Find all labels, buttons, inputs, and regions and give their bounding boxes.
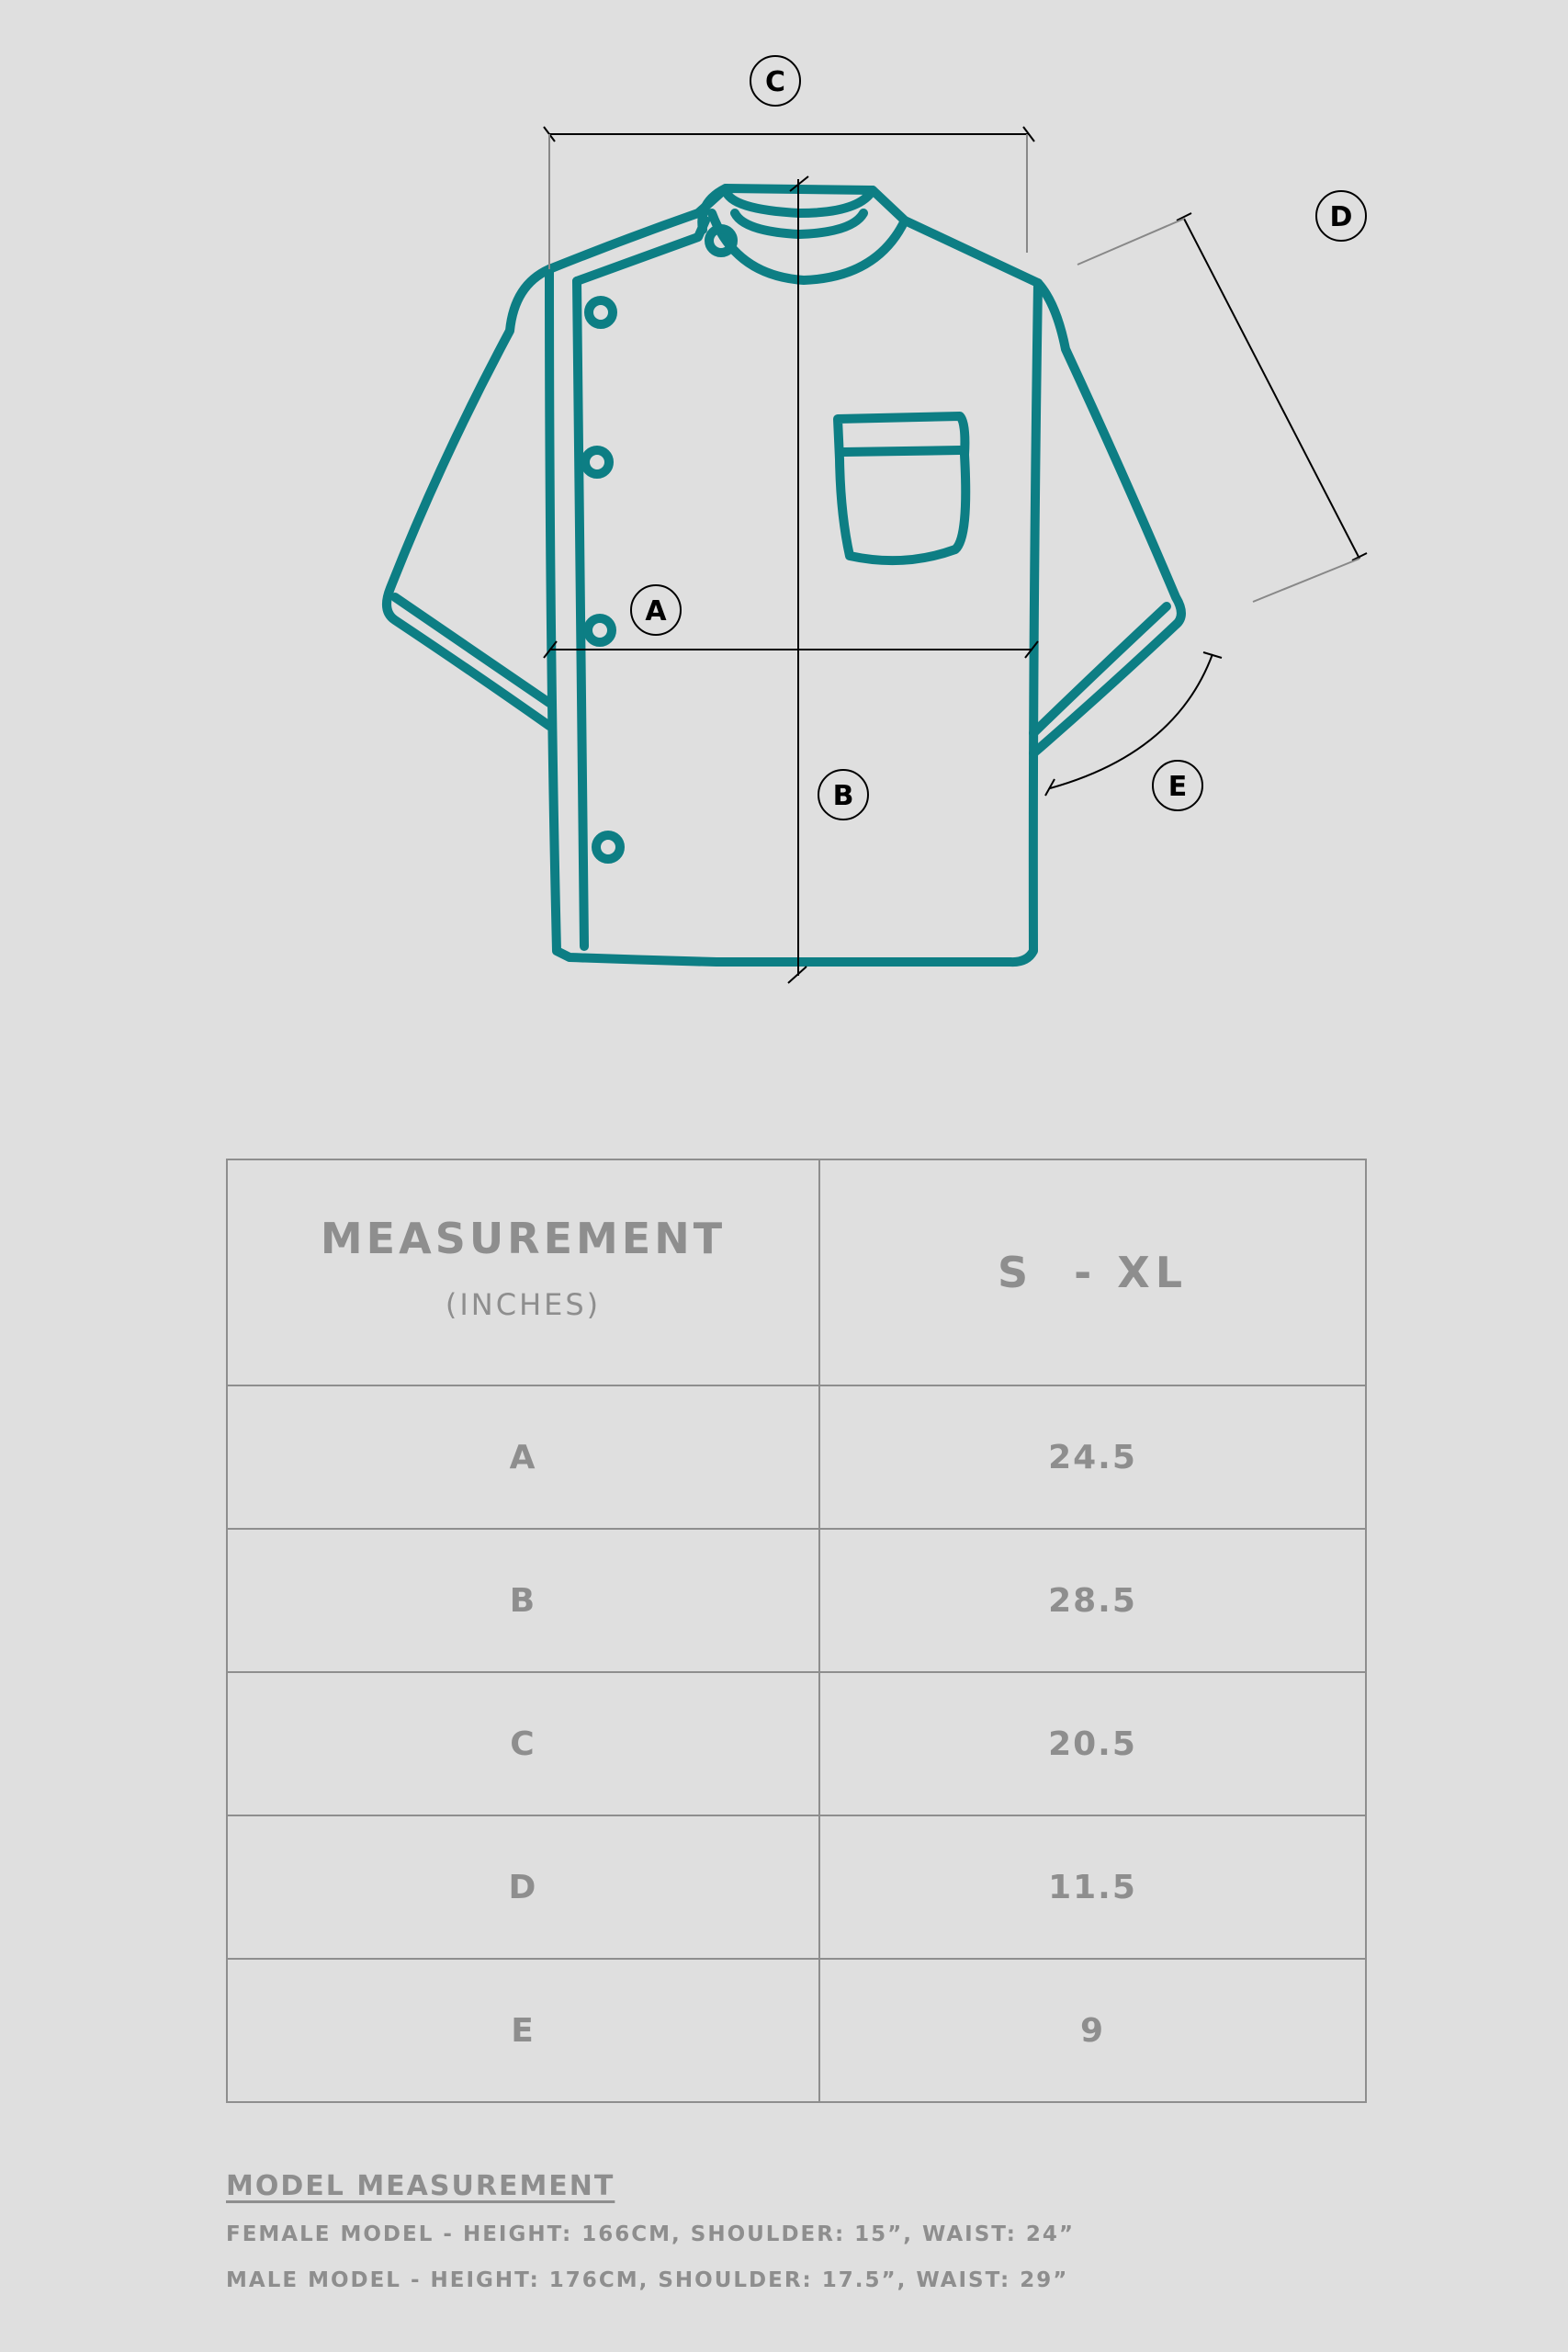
row-label: C — [227, 1672, 819, 1815]
marker-d — [1316, 191, 1366, 241]
row-value: 20.5 — [819, 1672, 1366, 1815]
male-model-info: MALE MODEL - HEIGHT: 176CM, SHOULDER: 17.5”, WAIST: 29” — [226, 2268, 1069, 2292]
table-header-row — [227, 1159, 1366, 1385]
table-row — [227, 1815, 1366, 1959]
row-label: B — [227, 1529, 819, 1672]
table-row — [227, 1959, 1366, 2102]
marker-b — [818, 770, 868, 820]
measurement-lines — [544, 127, 1367, 983]
marker-a-label: A — [645, 595, 667, 628]
marker-e — [1153, 761, 1202, 810]
measurement-header-cell — [227, 1159, 819, 1385]
marker-c — [750, 56, 800, 106]
table-row — [227, 1385, 1366, 1529]
size-header-cell — [819, 1159, 1366, 1385]
table-row — [227, 1529, 1366, 1672]
row-label: D — [227, 1815, 819, 1959]
model-measurement-title: MODEL MEASUREMENT — [226, 2170, 615, 2202]
size-range-header: S - XL — [997, 1248, 1189, 1297]
row-value: 28.5 — [819, 1529, 1366, 1672]
size-chart-table — [226, 1159, 1367, 2103]
row-label: A — [227, 1385, 819, 1529]
measurement-markers — [631, 56, 1366, 820]
measurement-header: MEASUREMENT — [320, 1214, 727, 1263]
row-value: 11.5 — [819, 1815, 1366, 1959]
row-label: E — [227, 1959, 819, 2102]
shirt-illustration — [387, 188, 1181, 962]
row-value: 24.5 — [819, 1385, 1366, 1529]
model-measurement-section — [226, 2170, 1075, 2314]
table-row — [227, 1672, 1366, 1815]
shirt-measurement-diagram — [0, 0, 1568, 1029]
marker-c-label: C — [764, 66, 786, 98]
marker-e-label: E — [1168, 771, 1188, 803]
marker-a — [631, 585, 681, 635]
marker-b-label: B — [832, 780, 854, 812]
female-model-info: FEMALE MODEL - HEIGHT: 166CM, SHOULDER: 15”, WAIST: 24” — [226, 2222, 1076, 2246]
marker-d-label: D — [1329, 201, 1353, 233]
row-value: 9 — [819, 1959, 1366, 2102]
unit-header: (INCHES) — [445, 1287, 602, 1322]
